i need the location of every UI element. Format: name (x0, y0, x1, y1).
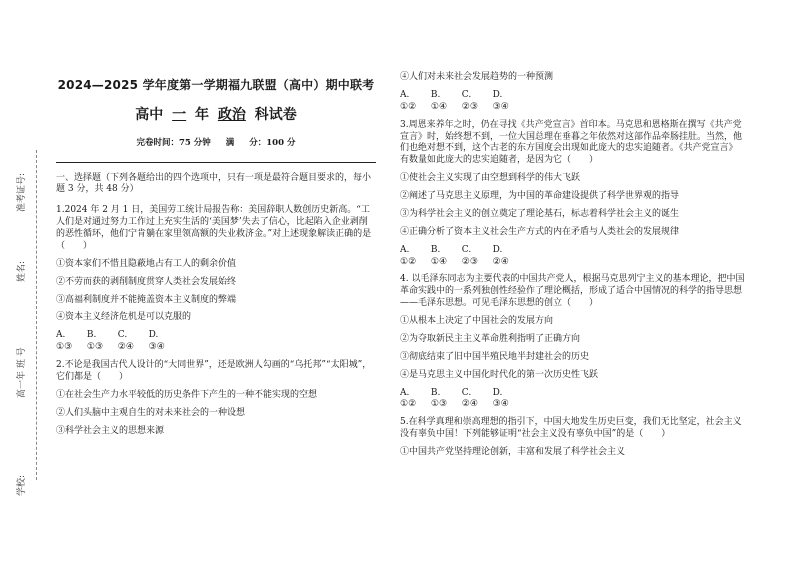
q2-option-4: ④人们对未来社会发展趋势的一种预测 (400, 72, 554, 82)
q1-choice-c: C. ②④ (117, 330, 134, 353)
q3-option-3: ③为科学社会主义的创立奠定了理论基石，标志着科学社会主义的诞生 (400, 208, 680, 219)
time-label: 完卷时间：75 分钟 (136, 138, 211, 149)
binding-margin (0, 0, 50, 561)
exam-subtitle (56, 106, 376, 124)
q2-choices (400, 90, 745, 114)
q5-stem: 5.在科学真理和崇高理想的指引下，中国大地发生历史巨变，我们无比坚定，社会主义没有辜负中国！下列能够证明“社会主义没有辜负中国”的是（ ） (400, 417, 742, 440)
q4-option-1: ①从根本上决定了中国社会的发展方向 (400, 316, 554, 326)
q2-choice-d: D. ③④ (492, 89, 509, 112)
q1-option-4: ④资本主义经济危机是可以克服的 (56, 312, 192, 323)
q4-choice-c: C. ②④ (461, 387, 478, 410)
exam-number-label: 准考证号: (17, 172, 27, 212)
q4-choice-d: D. ③④ (492, 387, 509, 410)
q3-option-4: ④正确分析了资本主义社会生产方式的内在矛盾与人类社会的发展规律 (400, 226, 680, 237)
q2-choice-c: C. ②③ (461, 89, 478, 112)
score-value: 分：100 分 (249, 138, 296, 149)
left-column (56, 72, 376, 437)
q3-choice-c: C. ②③ (461, 244, 478, 267)
q5-option-1: ①中国共产党坚持理论创新，丰富和发展了科学社会主义 (400, 447, 626, 457)
right-column (400, 72, 745, 459)
subtitle-subject: 政治 (217, 106, 246, 123)
q4-choices (400, 388, 745, 412)
q3-option-1: ①使社会主义实现了由空想到科学的伟大飞跃 (400, 173, 581, 184)
subtitle-prefix: 高中 (135, 106, 164, 123)
q4-option-3: ③彻底结束了旧中国半殖民地半封建社会的历史 (400, 351, 590, 362)
q4-option-4: ④是马克思主义中国化时代化的第一次历史性飞跃 (400, 369, 599, 380)
q1-choice-b: B. ①③ (86, 330, 104, 353)
q1-option-2: ②不劳而获的剥削制度贯穿人类社会发展始终 (56, 276, 237, 287)
q4-option-2: ②为夺取新民主主义革命胜利指明了正确方向 (400, 333, 581, 344)
q3-choice-d: D. ②④ (492, 244, 509, 267)
school-label: 学校: (17, 474, 27, 496)
q4-choice-a: A. ①② (400, 387, 417, 410)
binding-line (36, 150, 37, 480)
q3-option-2: ②阐述了马克思主义原理，为中国的革命建设提供了科学世界观的指导 (400, 191, 680, 201)
name-label: 姓名: (17, 260, 27, 282)
subtitle-suffix: 科试卷 (254, 106, 297, 123)
exam-title: 2024—2025 学年度第一学期福九联盟（高中）期中联考 (57, 78, 375, 92)
q2-stem: 2.不论是我国古代人设计的“大同世界”，还是欧洲人勾画的“乌托邦”“太阳城”，它们都是（ ） (56, 360, 372, 382)
subtitle-grade: 一 (172, 106, 187, 123)
subtitle-year: 年 (195, 106, 209, 123)
q2-option-3: ③科学社会主义的思想来源 (56, 425, 165, 436)
q1-stem: 1.2024 年 2 月 1 日，美国劳工统计局报告称：美国辞职人数创历史新高。“工人们是对通过努力工作过上充实生活的‘美国梦’失去了信心，比起陷入企业剥削的恶性循环，他们宁肯躺在家里领高额的失业救济金。”对上述现象解读正确的是（ ） (56, 205, 372, 251)
q4-stem: 4. 以毛泽东同志为主要代表的中国共产党人，根据马克思列宁主义的基本理论，把中国革命实践中的一系列独创性经验作了理论概括，形成了适合中国情况的科学的指导思想——毛泽东思想。可见毛泽东思想的创立（ ） (400, 274, 745, 309)
exam-meta (56, 138, 376, 149)
q1-option-3: ③高福利制度并不能掩盖资本主义制度的弊端 (56, 294, 237, 305)
q2-choice-a: A. ①② (400, 89, 417, 112)
q2-option-1: ①在社会生产力水平较低的历史条件下产生的一种不能实现的空想 (56, 389, 318, 400)
q1-choice-a: A. ①③ (56, 330, 73, 353)
q3-choice-b: B. ①④ (430, 244, 448, 267)
q4-choice-b: B. ①③ (430, 387, 448, 410)
header-rule (56, 162, 376, 163)
class-label: 高一年 班 号 (17, 347, 27, 398)
q1-choice-d: D. ③④ (148, 330, 165, 353)
q2-option-2: ②人们头脑中主观自生的对未来社会的一种设想 (56, 407, 246, 418)
q3-choices (400, 245, 745, 269)
q3-stem: 3.周恩来养年之时，仍在寻找《共产党宣言》首印本。马克思和恩格斯在撰写《共产党宣言》时，始终想不到，一位大国总理在垂暮之年依然对这部作品牵肠挂肚。当然，他们也绝对想不到，这个古老的东方国度会出现如此庞大的忠实追随者。《共产党宣言》有数量如此庞大的忠实追随者，是因为它（ ） (400, 119, 743, 166)
section-heading: 一、选择题（下列各题给出的四个选项中，只有一项是最符合题目要求的，每小题 3 分，共 48 分） (56, 172, 372, 195)
q3-choice-a: A. ①② (400, 244, 417, 267)
score-label: 满 (225, 138, 235, 149)
q1-choices (56, 330, 376, 354)
q2-choice-b: B. ①④ (430, 89, 448, 112)
q1-option-1: ①资本家们不惜且隐蔽地占有工人的剩余价值 (56, 258, 237, 269)
